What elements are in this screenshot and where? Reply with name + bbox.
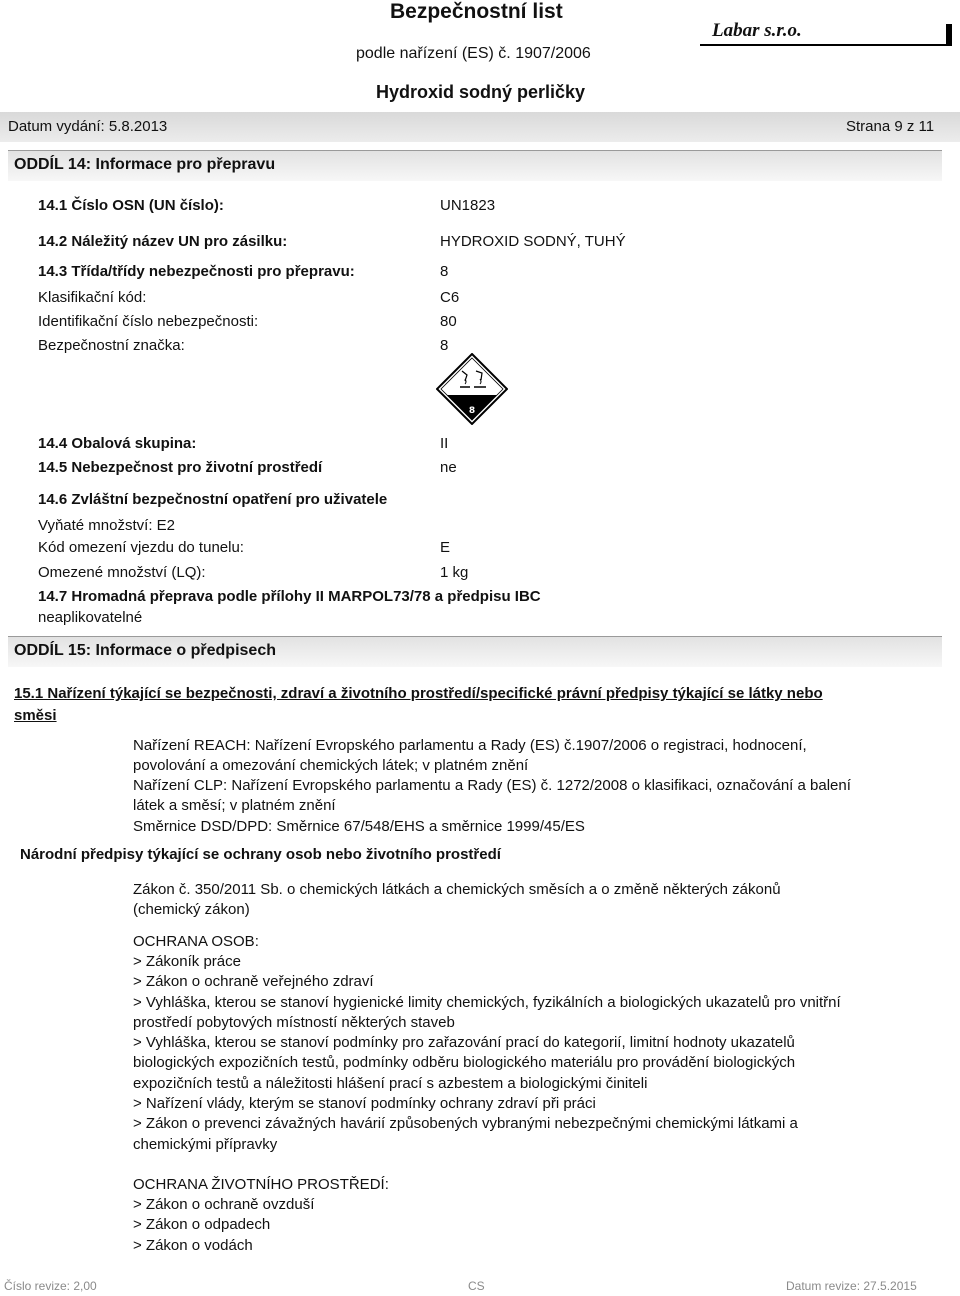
- clp-regulation: Nařízení CLP: Nařízení Evropského parlamentu a Rady (ES) č. 1272/2008 o klasifikaci, označování a balení látek a směsí; v platném znění: [133, 777, 851, 815]
- page-number: Strana 9 z 11: [846, 118, 935, 135]
- hazard-class-label: 14.3 Třída/třídy nebezpečnosti pro přepravu:: [38, 263, 355, 280]
- regulations-subheading-cont: směsi: [14, 707, 57, 724]
- environment-protection-list: [133, 1195, 853, 1256]
- un-number-label: 14.1 Číslo OSN (UN číslo):: [38, 197, 224, 214]
- national-regulations-heading: Národní předpisy týkající se ochrany osob nebo životního prostředí: [20, 846, 501, 863]
- list-item: > Zákon o odpadech: [133, 1216, 271, 1234]
- hazard-class-value: 8: [440, 263, 449, 280]
- list-item: > Zákoník práce: [133, 953, 241, 970]
- header-rule-end: [946, 24, 952, 46]
- tunnel-code-value: E: [440, 539, 451, 556]
- list-item: > Zákon o vodách: [133, 1236, 253, 1254]
- hazard-id-value: 80: [440, 313, 457, 330]
- issue-date: Datum vydání: 5.8.2013: [8, 118, 168, 135]
- personal-protection-list: [133, 952, 853, 1155]
- special-precautions-heading: 14.6 Zvláštní bezpečnostní opatření pro uživatele: [38, 491, 388, 508]
- language-code: CS: [468, 1279, 485, 1293]
- company-name: Labar s.r.o.: [712, 20, 802, 41]
- environment-hazard-value: ne: [440, 459, 457, 476]
- environment-hazard-label: 14.5 Nebezpečnost pro životní prostředí: [38, 459, 323, 476]
- section-15-title: ODDÍL 15: Informace o předpisech: [14, 642, 276, 659]
- un-number-value: UN1823: [440, 197, 496, 214]
- classification-code-label: Klasifikační kód:: [38, 289, 147, 306]
- safety-sign-label: Bezpečnostní značka:: [38, 337, 185, 354]
- shipping-name-label: 14.2 Náležitý název UN pro zásilku:: [38, 233, 288, 250]
- reach-regulation: Nařízení REACH: Nařízení Evropského parlamentu a Rady (ES) č.1907/2006 o registraci, hodnocení, povolování a omezování chemických látek; v platném znění: [133, 737, 807, 775]
- shipping-name-value: HYDROXID SODNÝ, TUHÝ: [440, 233, 626, 250]
- dsd-directive: Směrnice DSD/DPD: Směrnice 67/548/EHS a směrnice 1999/45/ES: [133, 818, 585, 835]
- document-title: Bezpečnostní list: [390, 0, 563, 23]
- diamond-class-number: 8: [468, 406, 476, 416]
- packing-group-value: II: [440, 435, 449, 452]
- classification-code-value: C6: [440, 289, 460, 306]
- environment-protection-heading: OCHRANA ŽIVOTNÍHO PROSTŘEDÍ:: [133, 1176, 389, 1193]
- bulk-transport-value: neaplikovatelné: [38, 609, 143, 626]
- section-14-header: [8, 150, 942, 181]
- revision-number: Číslo revize: 2,00: [4, 1279, 97, 1293]
- limited-quantity-value: 1 kg: [440, 564, 469, 581]
- section-15-header: [8, 636, 942, 667]
- regulations-subheading: 15.1 Nařízení týkající se bezpečnosti, zdraví a životního prostředí/specifické právní předpisy týkající se látky nebo: [14, 685, 823, 702]
- header-rule: [700, 44, 950, 46]
- product-name: Hydroxid sodný perličky: [376, 82, 586, 102]
- hazard-id-label: Identifikační číslo nebezpečnosti:: [38, 313, 259, 330]
- list-item: > Zákon o ochraně ovzduší: [133, 1196, 315, 1213]
- list-item: > Vyhláška, kterou se stanoví podmínky pro zařazování prací do kategorií, limitní hodnoty ukazatelů biologických expozičních testů, podmínky odběru biologického materiálu pro provádění biologických expozičních testů a náležitosti hlášení prací s azbestem a biologickými činiteli: [133, 1034, 796, 1092]
- chemical-act: Zákon č. 350/2011 Sb. o chemických látkách a chemických směsích a o změně některých zákonů (chemický zákon): [133, 881, 781, 919]
- safety-sign-value: 8: [440, 337, 449, 354]
- corrosive-hazard-icon: [436, 353, 508, 425]
- regulation-reference: podle nařízení (ES) č. 1907/2006: [356, 45, 591, 62]
- list-item: > Zákon o ochraně veřejného zdraví: [133, 973, 374, 991]
- revision-date: Datum revize: 27.5.2015: [786, 1279, 917, 1293]
- list-item: > Zákon o prevenci závažných havárií způsobených vybranými nebezpečnými chemickými látkami a chemickými přípravky: [133, 1115, 798, 1153]
- bulk-transport-heading: 14.7 Hromadná přeprava podle přílohy II MARPOL73/78 a předpisu IBC: [38, 588, 541, 605]
- section-14-title: ODDÍL 14: Informace pro přepravu: [14, 156, 276, 173]
- limited-quantity-label: Omezené množství (LQ):: [38, 564, 206, 581]
- personal-protection-heading: OCHRANA OSOB:: [133, 933, 259, 950]
- excepted-quantity: Vyňaté množství: E2: [38, 517, 176, 534]
- tunnel-code-label: Kód omezení vjezdu do tunelu:: [38, 539, 244, 556]
- list-item: > Nařízení vlády, kterým se stanoví podmínky ochrany zdraví při práci: [133, 1095, 596, 1113]
- list-item: > Vyhláška, kterou se stanoví hygienické limity chemických, fyzikálních a biologických ukazatelů pro vnitřní prostředí pobytových místností některých staveb: [133, 993, 841, 1031]
- packing-group-label: 14.4 Obalová skupina:: [38, 435, 197, 452]
